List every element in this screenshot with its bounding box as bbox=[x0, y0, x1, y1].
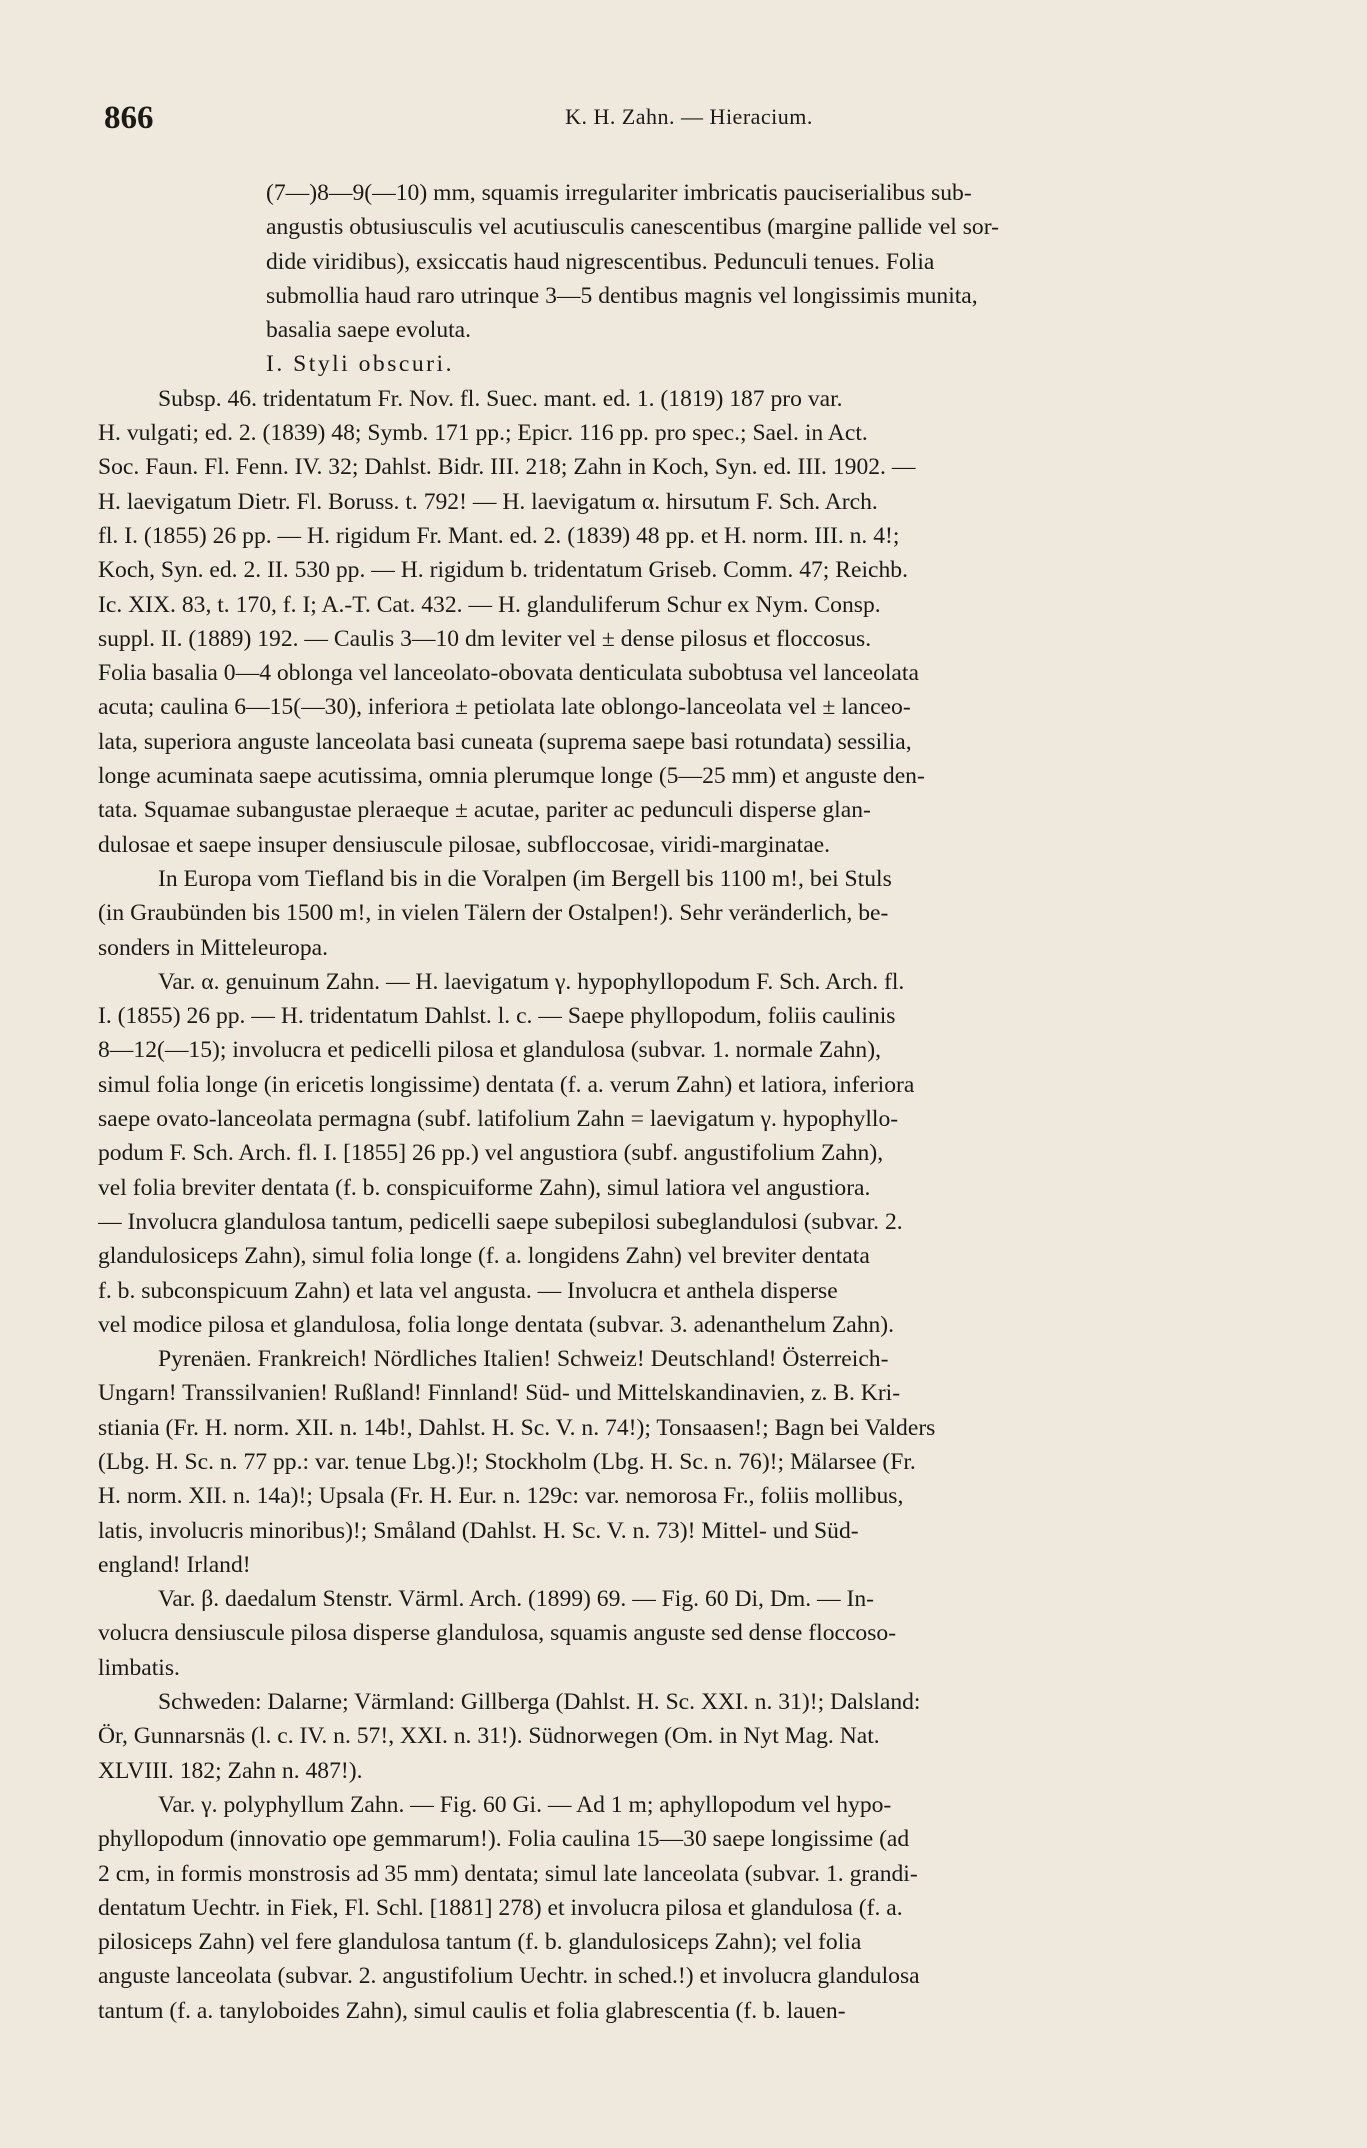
text-line: anguste lanceolata (subvar. 2. angustifolium Uechtr. in sched.!) et involucra glandulosa bbox=[98, 1963, 920, 1990]
text-line: pilosiceps Zahn) vel fere glandulosa tantum (f. b. glandulosiceps Zahn); vel folia bbox=[98, 1929, 862, 1956]
text-line: tantum (f. a. tanyloboides Zahn), simul caulis et folia glabrescentia (f. b. lauen- bbox=[98, 1997, 846, 2024]
text-line: 2 cm, in formis monstrosis ad 35 mm) dentata; simul late lanceolata (subvar. 1. grandi- bbox=[98, 1860, 918, 1887]
text-line: latis, involucris minoribus)!; Småland (Dahlst. H. Sc. V. n. 73)! Mittel- und Süd- bbox=[98, 1517, 859, 1544]
text-line: angustis obtusiusculis vel acutiusculis canescentibus (margine pallide vel sor- bbox=[266, 214, 999, 241]
text-line: tata. Squamae subangustae pleraeque ± acutae, pariter ac pedunculi disperse glan- bbox=[98, 797, 871, 824]
page-header bbox=[104, 100, 1274, 150]
text-line: Schweden: Dalarne; Värmland: Gillberga (Dahlst. H. Sc. XXI. n. 31)!; Dalsland: bbox=[158, 1689, 921, 1716]
text-line: Folia basalia 0—4 oblonga vel lanceolato-obovata denticulata subobtusa vel lanceolata bbox=[98, 660, 919, 687]
text-line: saepe ovato-lanceolata permagna (subf. latifolium Zahn = laevigatum γ. hypophyllo- bbox=[98, 1106, 899, 1133]
text-line: H. vulgati; ed. 2. (1839) 48; Symb. 171 pp.; Epicr. 116 pp. pro spec.; Sael. in Act. bbox=[98, 420, 868, 447]
text-line: podum F. Sch. Arch. fl. I. [1855] 26 pp.) vel angustiora (subf. angustifolium Zahn), bbox=[98, 1140, 884, 1167]
running-head: K. H. Zahn. — Hieracium. bbox=[565, 104, 813, 129]
text-line: acuta; caulina 6—15(—30), inferiora ± petiolata late oblongo-lanceolata vel ± lanceo- bbox=[98, 694, 911, 721]
text-line: Subsp. 46. tridentatum Fr. Nov. fl. Suec. mant. ed. 1. (1819) 187 pro var. bbox=[158, 385, 843, 412]
text-line: — Involucra glandulosa tantum, pedicelli saepe subepilosi subeglandulosi (subvar. 2. bbox=[98, 1208, 903, 1235]
text-line: glandulosiceps Zahn), simul folia longe (f. a. longidens Zahn) vel breviter dentata bbox=[98, 1243, 870, 1270]
text-line: Ic. XIX. 83, t. 170, f. I; A.-T. Cat. 432. — H. glanduliferum Schur ex Nym. Consp. bbox=[98, 591, 881, 618]
text-line: vel modice pilosa et glandulosa, folia longe dentata (subvar. 3. adenanthelum Zahn). bbox=[98, 1311, 895, 1338]
text-line: Var. α. genuinum Zahn. — H. laevigatum γ. hypophyllopodum F. Sch. Arch. fl. bbox=[158, 968, 905, 995]
text-line: H. laevigatum Dietr. Fl. Boruss. t. 792! — H. laevigatum α. hirsutum F. Sch. Arch. bbox=[98, 488, 878, 515]
text-line: Var. γ. polyphyllum Zahn. — Fig. 60 Gi. — Ad 1 m; aphyllopodum vel hypo- bbox=[158, 1791, 892, 1818]
text-line: I. Styli obscuri. bbox=[266, 351, 454, 378]
text-line: f. b. subconspicuum Zahn) et lata vel angusta. — Involucra et anthela disperse bbox=[98, 1277, 838, 1304]
text-line: suppl. II. (1889) 192. — Caulis 3—10 dm leviter vel ± dense pilosus et floccosus. bbox=[98, 625, 872, 652]
text-line: Ör, Gunnarsnäs (l. c. IV. n. 57!, XXI. n. 31!). Südnorwegen (Om. in Nyt Mag. Nat. bbox=[98, 1723, 880, 1750]
text-line: fl. I. (1855) 26 pp. — H. rigidum Fr. Mant. ed. 2. (1839) 48 pp. et H. norm. III. n. 4!; bbox=[98, 522, 900, 549]
page-number: 866 bbox=[104, 100, 154, 136]
text-line: volucra densiuscule pilosa disperse glandulosa, squamis anguste sed dense floccoso- bbox=[98, 1620, 897, 1647]
text-line: simul folia longe (in ericetis longissime) dentata (f. a. verum Zahn) et latiora, inferiora bbox=[98, 1071, 915, 1098]
text-line: Koch, Syn. ed. 2. II. 530 pp. — H. rigidum b. tridentatum Griseb. Comm. 47; Reichb. bbox=[98, 557, 908, 584]
text-line: (Lbg. H. Sc. n. 77 pp.: var. tenue Lbg.)!; Stockholm (Lbg. H. Sc. n. 76)!; Mälarsee (Fr. bbox=[98, 1448, 916, 1475]
text-line: submollia haud raro utrinque 3—5 dentibus magnis vel longissimis munita, bbox=[266, 282, 978, 309]
text-line: XLVIII. 182; Zahn n. 487!). bbox=[98, 1757, 363, 1784]
text-line: 8—12(—15); involucra et pedicelli pilosa et glandulosa (subvar. 1. normale Zahn), bbox=[98, 1037, 881, 1064]
text-line: phyllopodum (innovatio ope gemmarum!). Folia caulina 15—30 saepe longissime (ad bbox=[98, 1826, 910, 1853]
text-line: longe acuminata saepe acutissima, omnia plerumque longe (5—25 mm) et anguste den- bbox=[98, 763, 925, 790]
text-line: basalia saepe evoluta. bbox=[266, 317, 472, 344]
text-line: stiania (Fr. H. norm. XII. n. 14b!, Dahlst. H. Sc. V. n. 74!); Tonsaasen!; Bagn bei Valders bbox=[98, 1414, 936, 1441]
text-line: dentatum Uechtr. in Fiek, Fl. Schl. [1881] 278) et involucra pilosa et glandulosa (f. a. bbox=[98, 1894, 903, 1921]
text-line: dide viridibus), exsiccatis haud nigrescentibus. Pedunculi tenues. Folia bbox=[266, 248, 935, 275]
text-line: sonders in Mitteleuropa. bbox=[98, 934, 328, 961]
text-line: In Europa vom Tiefland bis in die Voralpen (im Bergell bis 1100 m!, bei Stuls bbox=[158, 865, 892, 892]
text-line: lata, superiora anguste lanceolata basi cuneata (suprema saepe basi rotundata) sessilia, bbox=[98, 728, 912, 755]
text-line: Ungarn! Transsilvanien! Rußland! Finnland! Süd- und Mittelskandinavien, z. B. Kri- bbox=[98, 1380, 901, 1407]
text-line: Pyrenäen. Frankreich! Nördliches Italien! Schweiz! Deutschland! Österreich- bbox=[158, 1346, 889, 1373]
text-line: (7—)8—9(—10) mm, squamis irregulariter imbricatis pauciserialibus sub- bbox=[266, 180, 972, 206]
text-line: H. norm. XII. n. 14a)!; Upsala (Fr. H. Eur. n. 129c: var. nemorosa Fr., foliis mollibus, bbox=[98, 1483, 904, 1510]
text-line: Soc. Faun. Fl. Fenn. IV. 32; Dahlst. Bidr. III. 218; Zahn in Koch, Syn. ed. III. 1902. — bbox=[98, 454, 916, 481]
text-line: vel folia breviter dentata (f. b. conspicuiforme Zahn), simul latiora vel angustiora. bbox=[98, 1174, 871, 1201]
text-line: Var. β. daedalum Stenstr. Värml. Arch. (1899) 69. — Fig. 60 Di, Dm. — In- bbox=[158, 1586, 875, 1613]
text-line: dulosae et saepe insuper densiuscule pilosae, subfloccosae, viridi-marginatae. bbox=[98, 831, 831, 858]
body-text bbox=[98, 176, 1280, 2028]
text-line: limbatis. bbox=[98, 1654, 180, 1681]
text-line: england! Irland! bbox=[98, 1551, 251, 1578]
text-line: I. (1855) 26 pp. — H. tridentatum Dahlst. l. c. — Saepe phyllopodum, foliis caulinis bbox=[98, 1003, 896, 1030]
text-line: (in Graubünden bis 1500 m!, in vielen Tälern der Ostalpen!). Sehr veränderlich, be- bbox=[98, 900, 889, 927]
